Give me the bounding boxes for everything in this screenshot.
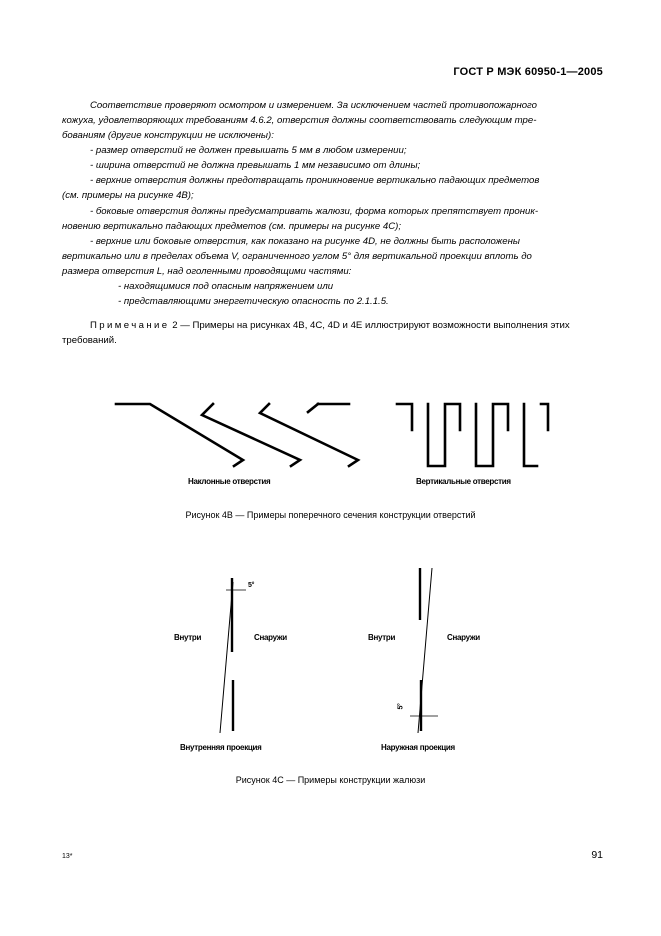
angle-label-right: 5° (397, 703, 405, 710)
label-slanted-openings: Наклонные отверстия (188, 477, 271, 486)
text-line: вертикально или в пределах объема V, ограниченного углом 5° для вертикальной проекции вплоть до (62, 251, 532, 262)
text-line: - представляющими энергетическую опасность по 2.1.1.5. (118, 296, 389, 307)
label-outside-left: Снаружи (254, 633, 287, 642)
slanted-louver-2 (202, 404, 300, 466)
text-line: бованиям (другие конструкции не исключены): (62, 130, 274, 141)
slanted-louver-1 (116, 404, 243, 466)
note-text: 2 — Примеры на рисунках 4В, 4С, 4D и 4Е иллюстрируют возможности выполнения этих (169, 320, 570, 331)
page-number: 91 (591, 849, 603, 861)
footer-mark: 13* (62, 853, 73, 860)
label-inner-projection: Внутренняя проекция (180, 743, 262, 752)
slanted-louver-3 (260, 404, 358, 466)
note-prefix: Примечание (90, 320, 170, 331)
text-line: - находящимися под опасным напряжением или (118, 281, 334, 292)
label-outer-projection: Наружная проекция (381, 743, 455, 752)
text-line: - боковые отверстия должны предусматривать жалюзи, форма которых препятствует проник- (90, 206, 539, 217)
text-line: размера отверстия L, над оголенными проводящими частями: (62, 266, 352, 277)
text-line: Соответствие проверяют осмотром и измерением. За исключением частей противопожарного (90, 100, 538, 111)
slanted-louver-4 (308, 404, 318, 412)
text-line: - ширина отверстий не должна превышать 1 мм независимо от длины; (90, 160, 421, 171)
text-line: новению вертикально падающих предметов (см. примеры на рисунке 4С); (62, 221, 401, 232)
note-continuation: требований. (62, 335, 117, 346)
projection-line-left (220, 582, 233, 733)
angle-label-left: 5° (248, 582, 255, 589)
text-line: (см. примеры на рисунке 4В); (62, 190, 194, 201)
label-inside-right: Внутри (368, 633, 396, 642)
text-line: - верхние отверстия должны предотвращать проникновение вертикально падающих предметов (90, 175, 540, 186)
figure-4c-caption: Рисунок 4С — Примеры конструкции жалюзи (235, 775, 426, 785)
label-outside-right: Снаружи (447, 633, 480, 642)
label-vertical-openings: Вертикальные отверстия (416, 477, 511, 486)
figure-4b-caption: Рисунок 4В — Примеры поперечного сечения конструкции отверстий (185, 510, 476, 520)
note (90, 318, 570, 333)
text-line: кожуха, удовлетворяющих требованиям 4.6.2, отверстия должны соответствовать следующим тре- (62, 115, 537, 126)
standard-header: ГОСТ Р МЭК 60950-1—2005 (453, 66, 603, 78)
projection-line-right (418, 568, 432, 733)
label-inside-left: Внутри (174, 633, 202, 642)
text-line: - верхние или боковые отверстия, как показано на рисунке 4D, не должны быть расположены (90, 236, 520, 247)
vertical-openings-profile (397, 404, 548, 466)
text-line: - размер отверстий не должен превышать 5 мм в любом измерении; (90, 145, 407, 156)
